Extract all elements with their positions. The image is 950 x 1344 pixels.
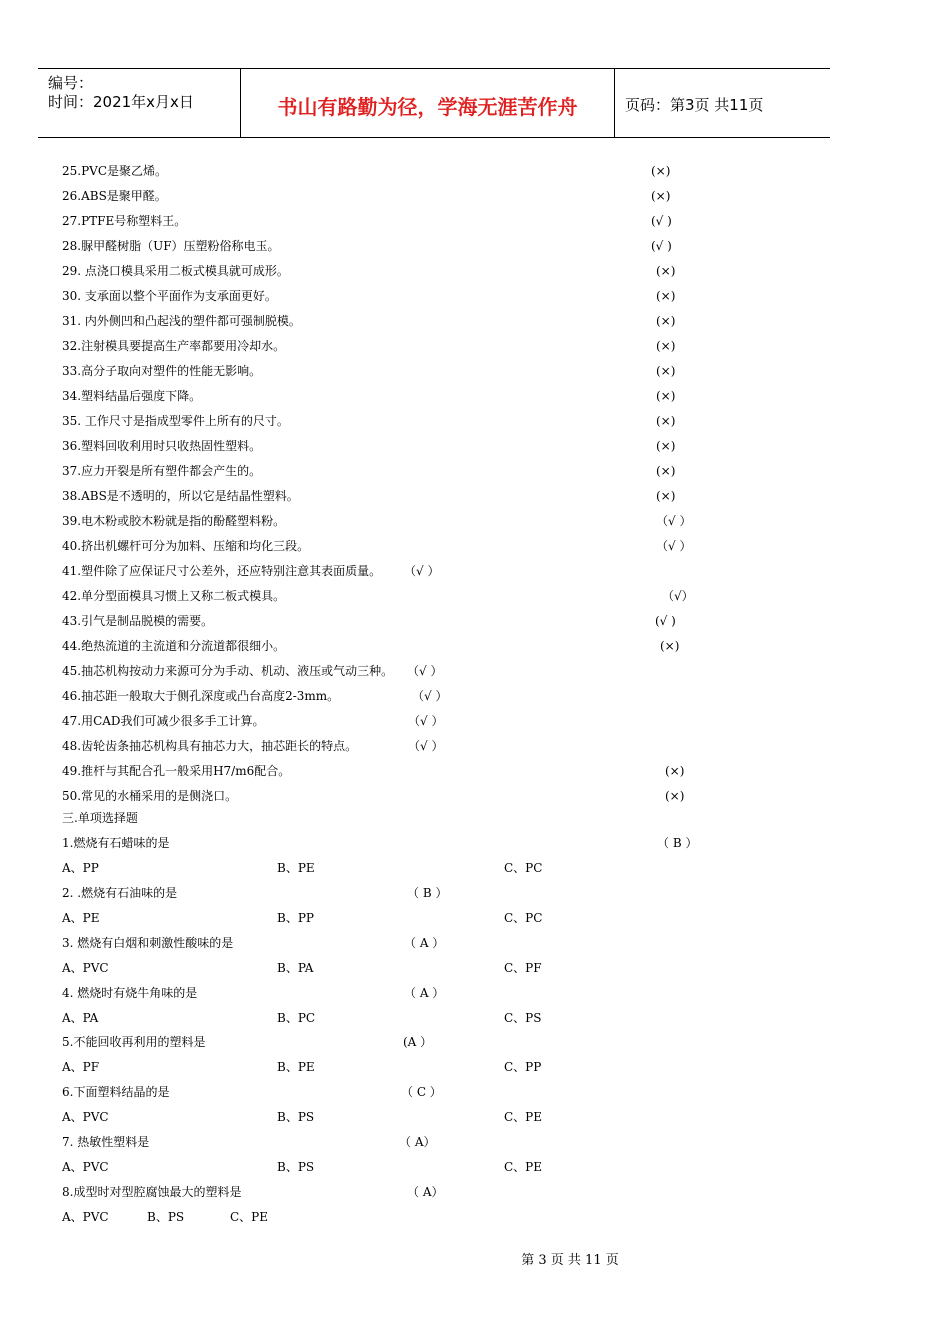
mc-option-b: B、PS	[147, 1210, 185, 1224]
page-footer: 第 3 页 共 11 页	[521, 1253, 619, 1268]
tf-answer: （√ ）	[656, 539, 692, 553]
document-header	[38, 68, 830, 138]
tf-question: 49.推杆与其配合孔一般采用H7/m6配合。	[62, 764, 291, 778]
mc-option-c: C、PF	[504, 961, 542, 975]
tf-question: 38.ABS是不透明的，所以它是结晶性塑料。	[62, 489, 299, 503]
header-page-cell	[615, 69, 830, 137]
mc-option-c: C、PP	[504, 1060, 542, 1074]
mc-question: 4. 燃烧时有烧牛角味的是	[62, 986, 198, 1000]
mc-answer: （ B ）	[407, 886, 448, 900]
mc-answer: （ A）	[399, 1135, 436, 1149]
tf-question: 27.PTFE号称塑料王。	[62, 214, 187, 228]
tf-answer: (×)	[656, 464, 676, 478]
mc-option-a: A、PVC	[62, 1160, 109, 1174]
tf-answer: (×)	[665, 789, 685, 803]
mc-option-c: C、PE	[230, 1210, 269, 1224]
mc-option-b: B、PS	[277, 1160, 315, 1174]
section-title: 三.单项选择题	[62, 811, 138, 825]
mc-answer: （ B ）	[657, 836, 698, 850]
mc-answer: (A ）	[403, 1035, 433, 1049]
header-motto-cell	[241, 69, 615, 137]
tf-answer: （√ ）	[408, 714, 444, 728]
mc-question: 3. 燃烧有白烟和刺激性酸味的是	[62, 936, 234, 950]
tf-question: 37.应力开裂是所有塑件都会产生的。	[62, 464, 262, 478]
tf-question: 31. 内外侧凹和凸起浅的塑件都可强制脱模。	[62, 314, 301, 328]
tf-question: 50.常见的水桶采用的是侧浇口。	[62, 789, 238, 803]
tf-answer: (×)	[656, 264, 676, 278]
mc-option-a: A、PE	[62, 911, 100, 925]
tf-answer: （√）	[662, 589, 694, 603]
time-label: 时间：2021年x月x日	[48, 93, 194, 111]
mc-option-c: C、PS	[504, 1011, 542, 1025]
mc-question: 2. .燃烧有石油味的是	[62, 886, 178, 900]
tf-question: 45.抽芯机构按动力来源可分为手动、机动、液压或气动三种。	[62, 664, 394, 678]
mc-question: 6.下面塑料结晶的是	[62, 1085, 170, 1099]
tf-answer: (√ )	[655, 614, 676, 628]
mc-option-c: C、PC	[504, 861, 543, 875]
tf-question: 46.抽芯距一般取大于侧孔深度或凸台高度2-3mm。	[62, 689, 340, 703]
tf-answer: （√ ）	[408, 739, 444, 753]
tf-question: 40.挤出机螺杆可分为加料、压缩和均化三段。	[62, 539, 310, 553]
mc-option-b: B、PE	[277, 861, 315, 875]
tf-question: 42.单分型面模具习惯上又称二板式模具。	[62, 589, 286, 603]
tf-answer: （√ ）	[656, 514, 692, 528]
mc-option-a: A、PA	[62, 1011, 99, 1025]
mc-question: 8.成型时对型腔腐蚀最大的塑料是	[62, 1185, 242, 1199]
tf-answer: (×)	[656, 439, 676, 453]
mc-answer: （ A ）	[404, 936, 445, 950]
mc-question: 5.不能回收再利用的塑料是	[62, 1035, 206, 1049]
tf-answer: （√ ）	[407, 664, 443, 678]
tf-answer: (×)	[656, 489, 676, 503]
mc-option-a: A、PF	[62, 1060, 100, 1074]
tf-question: 34.塑料结晶后强度下降。	[62, 389, 202, 403]
tf-answer: (×)	[656, 339, 676, 353]
mc-question: 1.燃烧有石蜡味的是	[62, 836, 170, 850]
page-code: 页码：第3页 共11页	[625, 96, 764, 114]
tf-answer: (×)	[656, 389, 676, 403]
mc-option-b: B、PA	[277, 961, 314, 975]
mc-question: 7. 热敏性塑料是	[62, 1135, 150, 1149]
mc-answer: （ C ）	[401, 1085, 442, 1099]
tf-question: 28.脲甲醛树脂（UF）压塑粉俗称电玉。	[62, 239, 280, 253]
tf-answer: (×)	[651, 189, 671, 203]
tf-question: 47.用CAD我们可减少很多手工计算。	[62, 714, 265, 728]
tf-question: 36.塑料回收利用时只收热固性塑料。	[62, 439, 262, 453]
tf-question: 25.PVC是聚乙烯。	[62, 164, 168, 178]
mc-option-b: B、PP	[277, 911, 314, 925]
mc-option-a: A、PVC	[62, 961, 109, 975]
tf-question: 41.塑件除了应保证尺寸公差外，还应特别注意其表面质量。	[62, 564, 382, 578]
mc-option-b: B、PS	[277, 1110, 315, 1124]
tf-question: 44.绝热流道的主流道和分流道都很细小。	[62, 639, 286, 653]
tf-answer: (×)	[660, 639, 680, 653]
tf-answer: (×)	[656, 414, 676, 428]
mc-answer: （ A）	[407, 1185, 444, 1199]
mc-option-c: C、PE	[504, 1160, 543, 1174]
mc-option-c: C、PC	[504, 911, 543, 925]
mc-option-b: B、PE	[277, 1060, 315, 1074]
mc-option-a: A、PVC	[62, 1210, 109, 1224]
mc-option-a: A、PP	[62, 861, 99, 875]
tf-answer: (×)	[656, 364, 676, 378]
tf-question: 43.引气是制品脱模的需要。	[62, 614, 214, 628]
tf-answer: (×)	[651, 164, 671, 178]
tf-answer: (×)	[656, 289, 676, 303]
tf-question: 26.ABS是聚甲醛。	[62, 189, 167, 203]
tf-answer: （√ ）	[412, 689, 448, 703]
mc-answer: （ A ）	[404, 986, 445, 1000]
number-label: 编号：	[48, 74, 94, 92]
mc-option-b: B、PC	[277, 1011, 316, 1025]
tf-question: 48.齿轮齿条抽芯机构具有抽芯力大，抽芯距长的特点。	[62, 739, 358, 753]
mc-option-c: C、PE	[504, 1110, 543, 1124]
motto-text: 书山有路勤为径，学海无涯苦作舟	[277, 95, 578, 119]
tf-answer: （√ ）	[404, 564, 440, 578]
tf-question: 29. 点浇口模具采用二板式模具就可成形。	[62, 264, 289, 278]
tf-answer: (×)	[656, 314, 676, 328]
tf-answer: (√ )	[651, 214, 672, 228]
header-info-cell	[38, 69, 241, 137]
mc-option-a: A、PVC	[62, 1110, 109, 1124]
tf-question: 35. 工作尺寸是指成型零件上所有的尺寸。	[62, 414, 289, 428]
tf-answer: (×)	[665, 764, 685, 778]
tf-answer: (√ )	[651, 239, 672, 253]
tf-question: 39.电木粉或胶木粉就是指的酚醛塑料粉。	[62, 514, 286, 528]
tf-question: 30. 支承面以整个平面作为支承面更好。	[62, 289, 277, 303]
tf-question: 33.高分子取向对塑件的性能无影响。	[62, 364, 262, 378]
tf-question: 32.注射模具要提高生产率都要用冷却水。	[62, 339, 286, 353]
